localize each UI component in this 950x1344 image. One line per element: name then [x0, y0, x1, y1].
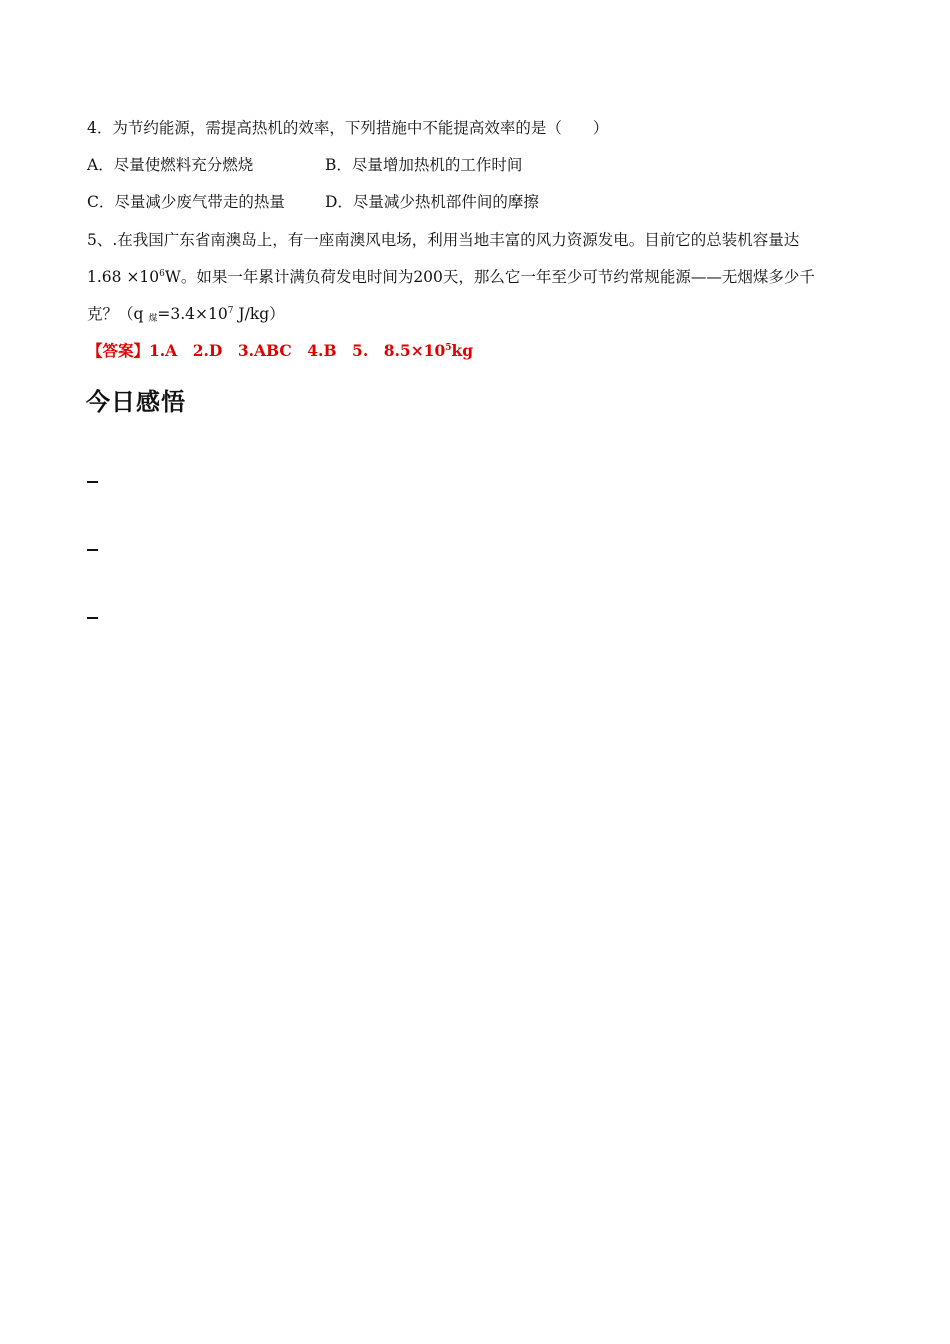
heat-value-unit: J/kg）	[233, 305, 285, 323]
heat-value-number: =3.4×10	[157, 305, 228, 323]
blank-line-3	[87, 617, 98, 619]
option-b: B．尽量增加热机的工作时间	[325, 156, 523, 174]
question-5-line-1: 5、.在我国广东省南澳岛上，有一座南澳风电场，利用当地丰富的风力资源发电。目前它的总装机容量达	[87, 231, 800, 249]
answer-exponent: 5	[445, 343, 452, 353]
section-title: 今日感悟	[86, 388, 186, 416]
answer-text: 【答案】1.A 2.D 3.ABC 4.B 5. 8.5×10	[87, 341, 446, 360]
heat-value-subscript: 煤	[148, 314, 158, 324]
heat-value-exponent: 7	[227, 306, 234, 316]
option-d: D．尽量减少热机部件间的摩擦	[325, 193, 539, 211]
question-5-line-2	[87, 267, 815, 287]
question-4-options-cd	[87, 192, 539, 212]
blank-line-1	[87, 481, 98, 483]
answer-line	[87, 341, 473, 361]
question-4-options-ab	[87, 155, 523, 175]
option-a: A．尽量使燃料充分燃烧	[87, 156, 254, 174]
question-5-line-2-text: W。如果一年累计满负荷发电时间为200天，那么它一年至少可节约常规能源——无烟煤多少千	[164, 268, 815, 286]
answer-unit: kg	[451, 341, 474, 360]
question-4-stem: 4．为节约能源，需提高热机的效率，下列措施中不能提高效率的是（ ）	[87, 119, 609, 137]
capacity-exponent: 6	[159, 269, 165, 279]
question-5-line-3	[87, 304, 285, 324]
heat-value-label: 克？（q	[87, 305, 149, 323]
blank-line-2	[87, 549, 98, 551]
option-c: C．尽量减少废气带走的热量	[87, 193, 285, 211]
capacity-value: 1.68 ×10	[87, 268, 160, 286]
